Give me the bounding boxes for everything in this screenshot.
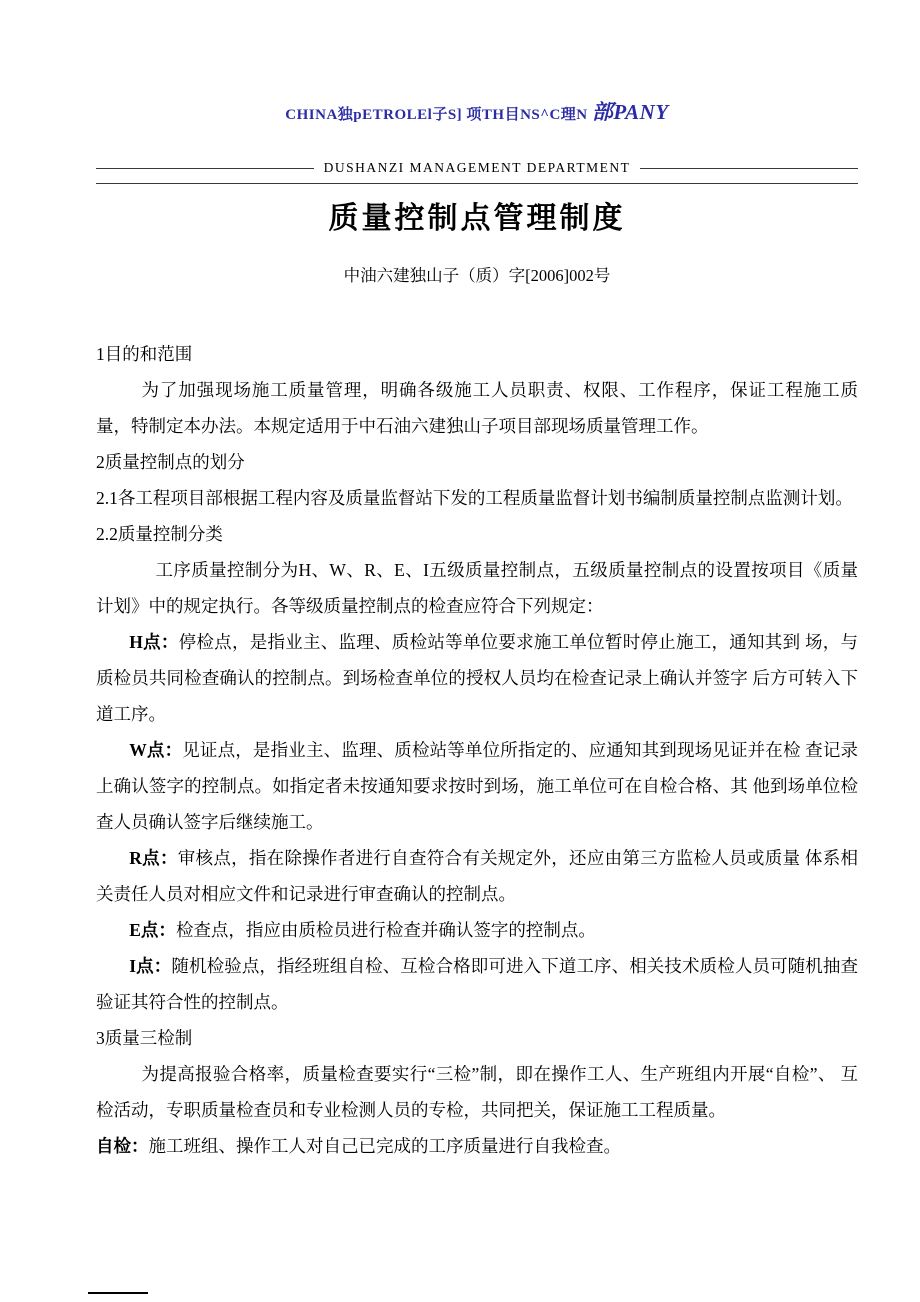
- document-number: 中油六建独山子（质）字[2006]002号: [343, 266, 611, 285]
- document-title: 质量控制点管理制度: [328, 202, 626, 235]
- section-1-paragraph: 为了加强现场施工质量管理，明确各级施工人员职责、权限、工作程序，保证工程施工质量，特制定本办法。本规定适用于中石油六建独山子项目部现场质量管理工作。: [96, 380, 858, 436]
- self-check-text: 施工班组、操作工人对自己已完成的工序质量进行自我检查。: [148, 1136, 621, 1156]
- point-r-label: R点：: [129, 848, 178, 868]
- point-w-text: 见证点，是指业主、监理、质检站等单位所指定的、应通知其到现场见证并在检 查记录上确认签字的控制点。如指定者未按通知要求按时到场，施工单位可在自检合格、其 他到场单位检查人员确认签字后继续施工。: [96, 740, 859, 832]
- point-i-text: 随机检验点，指经班组自检、互检合格即可进入下道工序、相关技术质检人员可随机抽查验证其符合性的控制点。: [96, 956, 859, 1012]
- point-i-label: I点：: [129, 956, 172, 976]
- page-corner-mark: [88, 1292, 148, 1294]
- section-2-2-intro: 工序质量控制分为H、W、R、E、I五级质量控制点，五级质量控制点的设置按项目《质量计划》中的规定执行。各等级质量控制点的检查应符合下列规定：: [96, 560, 858, 616]
- section-3-paragraph: 为提高报验合格率，质量检查要实行“三检”制，即在操作工人、生产班组内开展“自检”、 互检活动，专职质量检查员和专业检测人员的专检，共同把关，保证施工工程质量。: [96, 1064, 858, 1120]
- point-r-paragraph: [96, 840, 858, 912]
- point-e-text: 检查点，指应由质检员进行检查并确认签字的控制点。: [175, 920, 596, 940]
- point-h-text: 停检点，是指业主、监理、质检站等单位要求施工单位暂时停止施工，通知其到 场，与质检员共同检查确认的控制点。到场检查单位的授权人员均在检查记录上确认并签字 后方可转入下道工序。: [96, 632, 858, 724]
- company-letterhead: [96, 96, 858, 126]
- company-name-text: CHINA独pETROLEl子S] 项TH目NS^C理N: [285, 107, 592, 123]
- company-name-tail: 部PANY: [591, 100, 669, 124]
- point-w-label: W点：: [129, 740, 183, 760]
- document-body: [96, 336, 858, 1164]
- department-name: DUSHANZI MANAGEMENT DEPARTMENT: [323, 160, 631, 175]
- point-h-label: H点：: [129, 632, 179, 652]
- section-1-heading: 1目的和范围: [96, 344, 193, 364]
- point-e-label: E点：: [129, 920, 176, 940]
- point-r-text: 审核点，指在除操作者进行自查符合有关规定外，还应由第三方监检人员或质量 体系相关责任人员对相应文件和记录进行审查确认的控制点。: [96, 848, 858, 904]
- self-check-label: 自检：: [96, 1136, 149, 1156]
- point-h-paragraph: [96, 624, 858, 732]
- department-band: [96, 160, 858, 176]
- section-3-heading: 3质量三检制: [96, 1028, 193, 1048]
- point-w-paragraph: [96, 732, 858, 840]
- section-2-heading: 2质量控制点的划分: [96, 452, 245, 472]
- letterhead-rule-left: [96, 168, 314, 169]
- letterhead-rule-bottom: [96, 183, 858, 184]
- point-e-paragraph: [96, 912, 858, 948]
- letterhead-rule-right: [640, 168, 858, 169]
- point-i-paragraph: [96, 948, 858, 1020]
- section-2-1-paragraph: 2.1各工程项目部根据工程内容及质量监督站下发的工程质量监督计划书编制质量控制点监测计划。: [96, 488, 853, 508]
- section-2-2-heading: 2.2质量控制分类: [96, 524, 223, 544]
- self-check-paragraph: [96, 1128, 858, 1164]
